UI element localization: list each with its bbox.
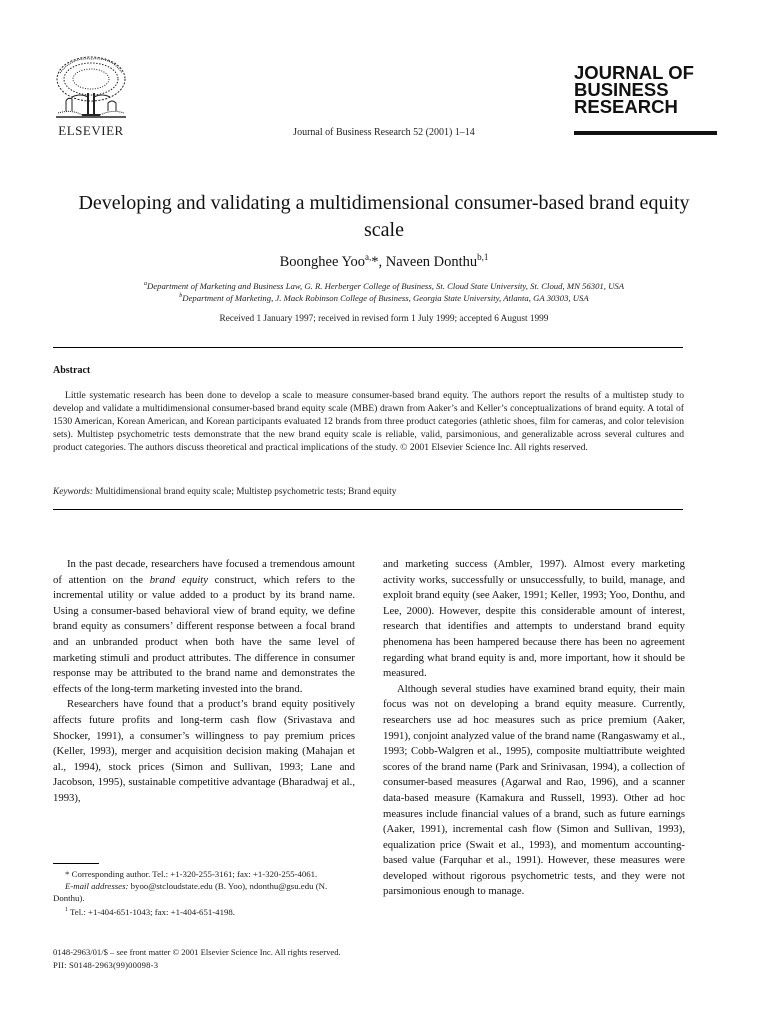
divider [53,509,683,510]
affiliation-mark: a [143,281,147,287]
divider [53,347,683,348]
footnote-1 [53,904,355,918]
body-paragraph: Although several studies have examined brand equity, their main focus was not on developing a brand equity measure. Currently, researchers use ad hoc measures such as price premium (Aaker, 1991), conjoint analyzed value of the brand name (Rangaswamy et al., 1993; Cobb-Walgren et al., 1995), composite multiattribute weighted scores of the brand name (Park and Srinivasan, 1994), a collection of consumer-based measures (Agarwal and Rao, 1996), and a scanner data-based measure (Kamakura and Russell, 1993). Other ad hoc measures include financial values of a brand, such as future earnings (Aaker, 1991), incremental cash flow (Simon and Sullivan, 1993), equalization price (Swait et al., 1993), and momentum accounting-based value (Farquhar et al., 1991). However, these measures were developed without rigorous psychometric tests, and they were not parsimonious enough to manage. [383,682,685,898]
received-dates: Received 1 January 1997; received in revised form 1 July 1999; accepted 6 August 1999 [219,314,549,324]
body-paragraph: and marketing success (Ambler, 1997). Almost every marketing activity works, successfully or unsuccessfully, to build, manage, and exploit brand equity (see Aaker, 1991; Keller, 1993; Yoo, Donthu, and Lee, 2000). However, despite this considerable amount of interest, research that identifies and attempts to understand brand equity phenomena has been hampered because there has been no agreement regarding what brand equity is and, more important, how it should be measured. [383,558,685,680]
publisher-name: ELSEVIER [58,123,124,138]
footnote-rule [53,863,99,864]
affiliation-b [0,293,768,303]
journal-citation: Journal of Business Research 52 (2001) 1–14 [293,127,475,138]
journal-logo-line: JOURNAL OF [574,62,694,83]
keywords-label: Keywords: [53,487,93,497]
author-affiliation-mark: a, [365,252,372,262]
footnote-corresponding: * Corresponding author. Tel.: +1-320-255-3161; fax: +1-320-255-4061. [65,869,318,879]
affiliation-mark: b [179,293,183,299]
footnote-mark: 1 [65,907,68,913]
footnote-email [53,880,355,904]
journal-logo [574,64,717,115]
affiliation-a [0,281,768,291]
abstract-heading: Abstract [53,365,91,376]
body-paragraph: Researchers have found that a product’s brand equity positively affects future profits and long-term cash flow (Srivastava and Shocker, 1991), a consumer’s willingness to pay premium prices (Keller, 1993), merger and acquisition decision making (Mahajan et al., 1994), stock prices (Simon and Sullivan, 1993; Lane and Jacobson, 1995), sustainable competitive advantage (Bharadwaj et al., 1993), [53,698,355,804]
copyright-line: 0148-2963/01/$ – see front matter © 2001 Elsevier Science Inc. All rights reserved. [53,947,341,957]
email-text: byoo@stcloudstate.edu (B. Yoo), ndonthu@gsu.edu (N. Donthu). [53,881,328,903]
body-text: In the past decade, researchers have focused a tremendous amount of attention on the [53,558,355,586]
author-affiliation-mark: b,1 [477,252,489,262]
abstract-body: Little systematic research has been done to develop a scale to measure consumer-based brand equity. The authors report the results of a multistep study to develop and validate a multidimensional consumer-based brand equity scale (MBE) drawn from Aaker’s and Keller’s conceptualizations of brand equity. A total of 1530 American, Korean American, and Korean participants evaluated 12 brands from three product categories (athletic shoes, film for cameras, and color television sets). Multistep psychometric tests demonstrate that the new brand equity scale is reliable, valid, parsimonious, and generalizable across several cultures and product categories. The authors discuss theoretical and practical implications of the study. © 2001 Elsevier Science Inc. All rights reserved. [53,390,684,453]
body-column-right [383,557,685,900]
body-text: construct, which refers to the incremental utility or value added to a product by its brand name. Using a consumer-based behavioral view of brand equity, we define brand equity as consumers’ different response between a focal brand and an unbranded product when both have the same level of marketing stimuli and product attributes. The difference in consumer response may be attributed to the brand name and demonstrates the effects of the long-term marketing invested into the brand. [53,573,355,695]
author-list [0,252,768,271]
affiliation-text: Department of Marketing, J. Mack Robinson College of Business, Georgia State University, Atlanta, GA 30303, USA [182,293,589,303]
author-separator: , [378,254,386,270]
footnotes [53,868,355,918]
emphasis-term: brand equity [149,573,209,586]
journal-logo-line: RESEARCH [574,96,678,117]
corresponding-mark: * [371,254,379,270]
author-name: Boonghee Yoo [279,254,365,270]
journal-logo-line: BUSINESS [574,79,669,100]
body-column-left [53,557,355,807]
keywords [53,487,396,497]
affiliation-text: Department of Marketing and Business Law, G. R. Herberger College of Business, St. Cloud State University, St. Cloud, MN 56301, USA [146,281,625,291]
journal-logo-rule [574,131,717,135]
body-paragraph [53,557,355,697]
footnote-text: Tel.: +1-404-651-1043; fax: +1-404-651-4198. [68,907,235,917]
email-label: E-mail addresses: [65,881,129,891]
keywords-text: Multidimensional brand equity scale; Multistep psychometric tests; Brand equity [95,487,397,497]
pii-line: PII: S0148-2963(99)00098-3 [53,960,159,970]
author-name: Naveen Donthu [385,254,478,270]
article-title: Developing and validating a multidimensional consumer-based brand equity scale [78,192,690,241]
